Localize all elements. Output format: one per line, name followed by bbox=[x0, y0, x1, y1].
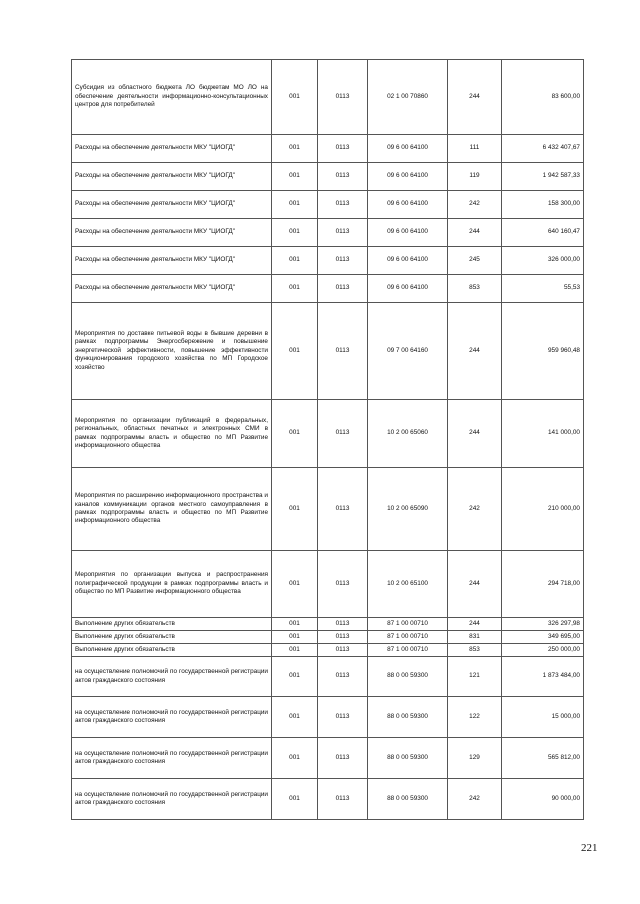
expense-type-cell: 121 bbox=[448, 657, 502, 697]
budget-table bbox=[71, 59, 584, 820]
expense-name-cell: Мероприятия по организации выпуска и распространения полиграфической продукции в рамках подпрограммы власть и общество по МП Развитие информационного общества bbox=[72, 551, 272, 618]
amount-cell: 90 000,00 bbox=[502, 779, 584, 820]
section-code-cell: 0113 bbox=[318, 738, 368, 779]
expense-name-cell: Мероприятия по расширению информационного пространства и каналов коммуникации органов местного самоуправления в рамках подпрограммы власть и общество по МП Развитие информационного общества bbox=[72, 468, 272, 551]
amount-cell: 1 873 484,00 bbox=[502, 657, 584, 697]
target-article-cell: 87 1 00 00710 bbox=[368, 644, 448, 657]
table-row bbox=[72, 644, 584, 657]
admin-code-cell: 001 bbox=[272, 191, 318, 219]
admin-code-cell: 001 bbox=[272, 551, 318, 618]
amount-cell: 83 600,00 bbox=[502, 60, 584, 135]
expense-name-cell: Расходы на обеспечение деятельности МКУ "ЦИОГД" bbox=[72, 163, 272, 191]
expense-type-cell: 244 bbox=[448, 303, 502, 400]
section-code-cell: 0113 bbox=[318, 468, 368, 551]
expense-name-cell: Расходы на обеспечение деятельности МКУ "ЦИОГД" bbox=[72, 275, 272, 303]
admin-code-cell: 001 bbox=[272, 247, 318, 275]
target-article-cell: 09 7 00 64160 bbox=[368, 303, 448, 400]
expense-type-cell: 831 bbox=[448, 631, 502, 644]
admin-code-cell: 001 bbox=[272, 468, 318, 551]
target-article-cell: 87 1 00 00710 bbox=[368, 618, 448, 631]
amount-cell: 141 000,00 bbox=[502, 400, 584, 468]
expense-name-cell: Выполнение других обязательств bbox=[72, 631, 272, 644]
expense-name-cell: Мероприятия по организации публикаций в федеральных, региональных, областных печатных и электронных СМИ в рамках подпрограммы власть и общество по МП Развитие информационного общества bbox=[72, 400, 272, 468]
expense-type-cell: 111 bbox=[448, 135, 502, 163]
section-code-cell: 0113 bbox=[318, 135, 368, 163]
expense-type-cell: 244 bbox=[448, 400, 502, 468]
amount-cell: 210 000,00 bbox=[502, 468, 584, 551]
section-code-cell: 0113 bbox=[318, 657, 368, 697]
section-code-cell: 0113 bbox=[318, 618, 368, 631]
section-code-cell: 0113 bbox=[318, 60, 368, 135]
table-row bbox=[72, 631, 584, 644]
target-article-cell: 09 6 00 64100 bbox=[368, 219, 448, 247]
target-article-cell: 88 0 00 59300 bbox=[368, 657, 448, 697]
table-row bbox=[72, 60, 584, 135]
table-row bbox=[72, 738, 584, 779]
amount-cell: 250 000,00 bbox=[502, 644, 584, 657]
admin-code-cell: 001 bbox=[272, 631, 318, 644]
amount-cell: 6 432 407,67 bbox=[502, 135, 584, 163]
amount-cell: 326 297,98 bbox=[502, 618, 584, 631]
amount-cell: 349 695,00 bbox=[502, 631, 584, 644]
admin-code-cell: 001 bbox=[272, 697, 318, 738]
expense-type-cell: 244 bbox=[448, 60, 502, 135]
section-code-cell: 0113 bbox=[318, 247, 368, 275]
table-row bbox=[72, 219, 584, 247]
section-code-cell: 0113 bbox=[318, 551, 368, 618]
admin-code-cell: 001 bbox=[272, 60, 318, 135]
expense-type-cell: 242 bbox=[448, 191, 502, 219]
target-article-cell: 88 0 00 59300 bbox=[368, 738, 448, 779]
expense-type-cell: 242 bbox=[448, 468, 502, 551]
page-number: 221 bbox=[581, 842, 598, 854]
amount-cell: 326 000,00 bbox=[502, 247, 584, 275]
expense-name-cell: Расходы на обеспечение деятельности МКУ "ЦИОГД" bbox=[72, 219, 272, 247]
table-row bbox=[72, 247, 584, 275]
expense-name-cell: Мероприятия по доставке питьевой воды в бывшие деревни в рамках подпрограммы Энергосбережение и повышение энергетической эффективности, повышение эффективности функционирования городского хозяйства по МП Городское хозяйство bbox=[72, 303, 272, 400]
section-code-cell: 0113 bbox=[318, 303, 368, 400]
target-article-cell: 02 1 00 70860 bbox=[368, 60, 448, 135]
admin-code-cell: 001 bbox=[272, 303, 318, 400]
table-row bbox=[72, 275, 584, 303]
section-code-cell: 0113 bbox=[318, 163, 368, 191]
table-row bbox=[72, 551, 584, 618]
amount-cell: 15 000,00 bbox=[502, 697, 584, 738]
expense-type-cell: 244 bbox=[448, 618, 502, 631]
admin-code-cell: 001 bbox=[272, 135, 318, 163]
admin-code-cell: 001 bbox=[272, 644, 318, 657]
expense-type-cell: 853 bbox=[448, 275, 502, 303]
amount-cell: 294 718,00 bbox=[502, 551, 584, 618]
table-row bbox=[72, 303, 584, 400]
expense-type-cell: 122 bbox=[448, 697, 502, 738]
admin-code-cell: 001 bbox=[272, 163, 318, 191]
admin-code-cell: 001 bbox=[272, 738, 318, 779]
table-row bbox=[72, 400, 584, 468]
target-article-cell: 09 6 00 64100 bbox=[368, 135, 448, 163]
expense-name-cell: на осуществление полномочий по государственной регистрации актов гражданского состояния bbox=[72, 697, 272, 738]
target-article-cell: 10 2 00 65090 bbox=[368, 468, 448, 551]
section-code-cell: 0113 bbox=[318, 191, 368, 219]
admin-code-cell: 001 bbox=[272, 219, 318, 247]
table-row bbox=[72, 779, 584, 820]
expense-name-cell: Расходы на обеспечение деятельности МКУ "ЦИОГД" bbox=[72, 247, 272, 275]
expense-name-cell: на осуществление полномочий по государственной регистрации актов гражданского состояния bbox=[72, 779, 272, 820]
expense-name-cell: Выполнение других обязательств bbox=[72, 618, 272, 631]
expense-type-cell: 129 bbox=[448, 738, 502, 779]
expense-type-cell: 244 bbox=[448, 551, 502, 618]
expense-type-cell: 853 bbox=[448, 644, 502, 657]
table-row bbox=[72, 657, 584, 697]
expense-name-cell: Расходы на обеспечение деятельности МКУ "ЦИОГД" bbox=[72, 135, 272, 163]
section-code-cell: 0113 bbox=[318, 631, 368, 644]
table-row bbox=[72, 135, 584, 163]
expense-type-cell: 244 bbox=[448, 219, 502, 247]
admin-code-cell: 001 bbox=[272, 400, 318, 468]
section-code-cell: 0113 bbox=[318, 219, 368, 247]
expense-name-cell: Расходы на обеспечение деятельности МКУ "ЦИОГД" bbox=[72, 191, 272, 219]
amount-cell: 640 160,47 bbox=[502, 219, 584, 247]
target-article-cell: 09 6 00 64100 bbox=[368, 275, 448, 303]
section-code-cell: 0113 bbox=[318, 697, 368, 738]
target-article-cell: 88 0 00 59300 bbox=[368, 779, 448, 820]
target-article-cell: 10 2 00 65060 bbox=[368, 400, 448, 468]
section-code-cell: 0113 bbox=[318, 400, 368, 468]
admin-code-cell: 001 bbox=[272, 618, 318, 631]
expense-type-cell: 245 bbox=[448, 247, 502, 275]
admin-code-cell: 001 bbox=[272, 275, 318, 303]
table-row bbox=[72, 468, 584, 551]
target-article-cell: 88 0 00 59300 bbox=[368, 697, 448, 738]
target-article-cell: 87 1 00 00710 bbox=[368, 631, 448, 644]
table-row bbox=[72, 618, 584, 631]
amount-cell: 1 942 587,33 bbox=[502, 163, 584, 191]
amount-cell: 565 812,00 bbox=[502, 738, 584, 779]
target-article-cell: 09 6 00 64100 bbox=[368, 247, 448, 275]
admin-code-cell: 001 bbox=[272, 657, 318, 697]
expense-name-cell: Выполнение других обязательств bbox=[72, 644, 272, 657]
expense-name-cell: на осуществление полномочий по государственной регистрации актов гражданского состояния bbox=[72, 657, 272, 697]
target-article-cell: 09 6 00 64100 bbox=[368, 163, 448, 191]
amount-cell: 55,53 bbox=[502, 275, 584, 303]
amount-cell: 158 300,00 bbox=[502, 191, 584, 219]
target-article-cell: 09 6 00 64100 bbox=[368, 191, 448, 219]
table-row bbox=[72, 191, 584, 219]
section-code-cell: 0113 bbox=[318, 644, 368, 657]
section-code-cell: 0113 bbox=[318, 275, 368, 303]
table-row bbox=[72, 163, 584, 191]
target-article-cell: 10 2 00 65100 bbox=[368, 551, 448, 618]
expense-type-cell: 242 bbox=[448, 779, 502, 820]
expense-type-cell: 119 bbox=[448, 163, 502, 191]
expense-name-cell: на осуществление полномочий по государственной регистрации актов гражданского состояния bbox=[72, 738, 272, 779]
table-row bbox=[72, 697, 584, 738]
section-code-cell: 0113 bbox=[318, 779, 368, 820]
expense-name-cell: Субсидия из областного бюджета ЛО бюджетам МО ЛО на обеспечение деятельности информационно-консультационных центров для потребителей bbox=[72, 60, 272, 135]
amount-cell: 959 960,48 bbox=[502, 303, 584, 400]
admin-code-cell: 001 bbox=[272, 779, 318, 820]
